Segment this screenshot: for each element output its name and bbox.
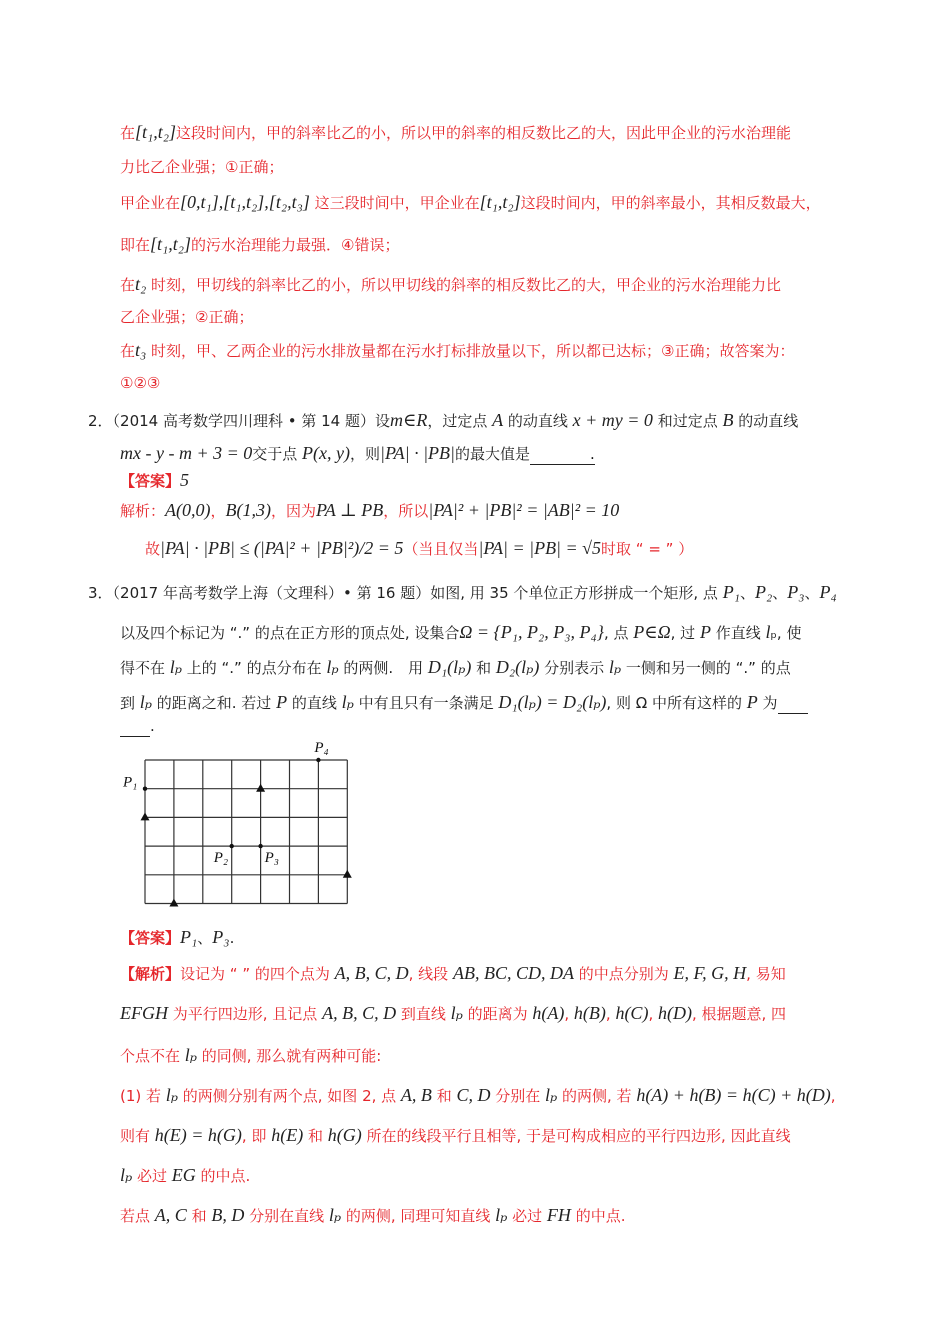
text-segment: ，所以: [383, 502, 429, 520]
text-segment: 的两侧分别有两个点, 如图 2, 点: [178, 1087, 401, 1105]
math-expression: PA ⊥ PB: [316, 500, 384, 520]
text-line: [120, 307, 253, 327]
math-expression: P₄: [819, 582, 837, 602]
point-label: P₁: [123, 774, 138, 791]
math-expression: 5: [180, 470, 190, 490]
text-line: [145, 538, 693, 559]
answer-blank: [120, 716, 150, 737]
math-expression: A, B, C, D: [322, 1003, 397, 1023]
text-line: [120, 963, 786, 984]
text-line: [120, 122, 791, 143]
point-dot: [258, 844, 262, 848]
text-line: [120, 1205, 625, 1226]
text-segment: 、: [739, 584, 755, 602]
math-expression: lₚ: [120, 1165, 133, 1185]
text-segment: 以及四个标记为 “.” 的点在正方形的顶点处, 设集合: [120, 624, 460, 642]
text-segment: 和: [431, 1087, 457, 1105]
math-expression: lₚ: [139, 692, 152, 712]
math-expression: lₚ: [495, 1205, 508, 1225]
text-segment: 所在的线段平行且相等, 于是可构成相应的平行四边形, 因此直线: [361, 1127, 791, 1145]
math-expression: D₁(lₚ): [427, 657, 472, 677]
math-expression: h(D): [657, 1003, 692, 1023]
text-segment: 即在: [120, 236, 151, 254]
text-segment: 必过: [132, 1167, 172, 1185]
text-segment: , 即: [241, 1127, 272, 1145]
math-expression: lₚ: [545, 1085, 558, 1105]
text-segment: 这段时间内，甲的斜率最小，其相反数最大，: [520, 194, 821, 212]
text-segment: 、: [197, 929, 213, 947]
text-segment: 一侧和另一侧的 “.” 的点: [621, 659, 791, 677]
triangle-marker: [141, 812, 150, 820]
math-expression: P: [746, 692, 758, 712]
text-line: [120, 622, 801, 643]
text-segment: 的两侧, 同理可知直线: [341, 1207, 496, 1225]
text-segment: , 点: [603, 624, 634, 642]
math-expression: A(0,0): [165, 500, 211, 520]
text-segment: 的最大值是: [454, 445, 530, 463]
text-line: [120, 657, 791, 678]
math-expression: EFGH: [120, 1003, 168, 1023]
text-line: [120, 1125, 791, 1146]
math-expression: [0,t₁],[t₁,t₂],[t₂,t₃]: [180, 192, 310, 212]
point-label: P₄: [314, 740, 329, 756]
text-line: [120, 443, 595, 465]
answer-blank: [778, 693, 808, 714]
math-expression: P(x, y): [302, 443, 351, 463]
text-segment: 个点不在: [120, 1047, 185, 1065]
math-expression: h(E) = h(G): [154, 1125, 242, 1145]
text-line: [120, 1085, 835, 1106]
math-expression: P: [276, 692, 288, 712]
text-segment: ，因为: [271, 502, 317, 520]
text-line: [88, 582, 837, 603]
text-segment: 必过: [507, 1207, 547, 1225]
math-expression: A, B: [400, 1085, 432, 1105]
text-segment: 的动直线: [503, 412, 573, 430]
text-line: [120, 1045, 381, 1066]
text-line: [120, 716, 155, 737]
text-segment: 分别在: [490, 1087, 546, 1105]
math-expression: lₚ: [608, 657, 622, 677]
math-expression: B, D: [211, 1205, 245, 1225]
text-segment: , 过: [670, 624, 700, 642]
text-segment: 2．（2014 高考数学四川理科 • 第 14 题）设: [88, 412, 390, 430]
math-expression: x + my = 0: [572, 410, 653, 430]
text-segment: , 则 Ω 中所有这样的: [606, 694, 747, 712]
text-segment: 中有且只有一条满足: [353, 694, 499, 712]
text-segment: ,: [605, 1005, 616, 1023]
text-segment: 和过定点: [652, 412, 723, 430]
text-segment: 这段时间内，甲的斜率比乙的小，所以甲的斜率的相反数比乙的大，因此甲企业的污水治理能: [176, 124, 792, 142]
math-expression: lₚ: [165, 1085, 178, 1105]
text-segment: 乙企业强；②正确；: [120, 308, 254, 326]
text-line: [120, 1003, 786, 1024]
point-dot: [143, 787, 147, 791]
text-segment: 上的 “.” 的点分布在: [181, 659, 327, 677]
text-segment: 、: [772, 584, 788, 602]
math-expression: h(E): [271, 1125, 304, 1145]
text-line: [120, 157, 283, 177]
text-segment: 的同侧, 那么就有两种可能:: [196, 1047, 382, 1065]
math-expression: h(C): [615, 1003, 649, 1023]
text-segment: 在: [120, 124, 136, 142]
text-segment: ,: [830, 1087, 836, 1105]
math-expression: |PA|² + |PB|² = |AB|² = 10: [428, 500, 620, 520]
math-expression: l: [765, 622, 771, 642]
text-segment: 得不在: [120, 659, 170, 677]
math-expression: A, C: [154, 1205, 187, 1225]
text-segment: 时刻，甲、乙两企业的污水排放量都在污水打标排放量以下，所以都已达标；③正确；故答案为：: [146, 342, 795, 360]
text-line: [120, 500, 619, 521]
text-segment: 的两侧. 用: [338, 659, 428, 677]
text-segment: 时刻，甲切线的斜率比乙的小，所以甲切线的斜率的相反数比乙的大，甲企业的污水治理能力比: [146, 276, 782, 294]
math-expression: [t₁,t₂]: [135, 122, 177, 142]
text-segment: 在: [120, 276, 136, 294]
point-label: P₃: [264, 850, 279, 867]
section-label: 【答案】: [120, 929, 181, 947]
text-line: [120, 192, 821, 213]
math-expression: mx - y - m + 3 = 0: [120, 443, 253, 463]
math-expression: m∈R: [390, 410, 428, 430]
math-expression: h(B): [573, 1003, 606, 1023]
text-segment: 和: [186, 1207, 212, 1225]
math-expression: P₂: [754, 582, 773, 602]
text-segment: 解析：: [120, 502, 166, 520]
text-line: [120, 692, 808, 714]
text-segment: 的距离之和. 若过: [151, 694, 277, 712]
point-label: P₂: [213, 850, 229, 867]
text-segment: 、: [804, 584, 820, 602]
text-line: [88, 410, 798, 431]
text-segment: （当且仅当: [403, 540, 479, 558]
math-expression: AB, BC, CD, DA: [452, 963, 574, 983]
math-expression: P∈Ω: [633, 622, 671, 642]
text-segment: 在: [120, 342, 136, 360]
text-segment: 的距离为: [462, 1005, 533, 1023]
text-segment: 甲企业在: [120, 194, 181, 212]
math-expression: h(A): [532, 1003, 565, 1023]
text-segment: ①②③: [120, 374, 161, 392]
math-expression: FH: [546, 1205, 571, 1225]
math-expression: lₚ: [328, 1205, 342, 1225]
text-segment: , 易知: [746, 965, 786, 983]
text-line: [120, 470, 189, 491]
section-label: 【答案】: [120, 472, 181, 490]
text-segment: ，则: [350, 445, 381, 463]
text-segment: 3．（2017 年高考数学上海（文理科）• 第 16 题）如图, 用 35 个单位正方形拼成一个矩形, 点: [88, 584, 723, 602]
math-expression: h(G): [327, 1125, 362, 1145]
math-expression: |PA| = |PB| = √5: [478, 538, 602, 558]
math-expression: lₚ: [341, 692, 354, 712]
math-expression: [t₁,t₂]: [150, 234, 192, 254]
triangle-marker: [169, 899, 178, 907]
text-segment: 若点: [120, 1207, 155, 1225]
math-expression: lₚ: [326, 657, 339, 677]
text-segment: 的污水治理能力最强．④错误；: [191, 236, 400, 254]
text-segment: ，: [210, 502, 226, 520]
text-line: [120, 274, 781, 295]
math-expression: P: [699, 622, 711, 642]
math-expression: A: [492, 410, 504, 430]
text-segment: 则有: [120, 1127, 155, 1145]
text-segment: 的直线: [287, 694, 342, 712]
text-segment: ，过定点: [427, 412, 493, 430]
answer-blank: .: [530, 445, 595, 463]
text-segment: 的中点.: [570, 1207, 626, 1225]
text-segment: 到: [120, 694, 140, 712]
math-expression: B: [722, 410, 734, 430]
text-segment: 力比乙企业强；①正确；: [120, 158, 284, 176]
text-segment: 设记为 “ ” 的四个点为: [180, 965, 335, 983]
text-line: [120, 373, 160, 393]
text-line: [120, 340, 795, 361]
triangle-marker: [343, 870, 352, 878]
text-segment: ₚ, 使: [770, 624, 802, 642]
text-line: [120, 234, 400, 255]
text-segment: ,: [648, 1005, 658, 1023]
text-segment: 故: [145, 540, 161, 558]
text-segment: 到直线: [396, 1005, 451, 1023]
triangle-marker: [256, 784, 265, 792]
math-expression: lₚ: [169, 657, 182, 677]
math-expression: P₃: [212, 927, 230, 947]
text-segment: 的中点分别为: [573, 965, 674, 983]
math-expression: lₚ: [184, 1045, 197, 1065]
text-segment: 为: [757, 694, 778, 712]
math-expression: D₁(lₚ) = D₂(lₚ): [498, 692, 607, 712]
math-expression: C, D: [456, 1085, 491, 1105]
point-dot: [230, 844, 234, 848]
math-expression: t₂: [135, 274, 147, 294]
text-segment: , 线段: [408, 965, 453, 983]
text-segment: 分别表示: [539, 659, 609, 677]
text-segment: 的动直线: [733, 412, 799, 430]
math-expression: B(1,3): [225, 500, 271, 520]
text-line: [120, 927, 234, 948]
math-expression: Ω = {P₁, P₂, P₃, P₄}: [459, 622, 604, 642]
math-expression: E, F, G, H: [673, 963, 747, 983]
text-segment: 为平行四边形, 且记点: [168, 1005, 323, 1023]
text-segment: , 根据题意, 四: [691, 1005, 787, 1023]
text-segment: 时取 “ = ” ）: [601, 540, 694, 558]
text-segment: ,: [564, 1005, 574, 1023]
math-expression: EG: [171, 1165, 196, 1185]
text-segment: 交于点: [252, 445, 303, 463]
text-segment: .: [150, 717, 155, 735]
math-expression: t₃: [135, 340, 147, 360]
section-label: 【解析】: [120, 965, 181, 983]
math-expression: P₃: [787, 582, 805, 602]
math-expression: lₚ: [450, 1003, 463, 1023]
math-expression: D₂(lₚ): [495, 657, 540, 677]
math-expression: A, B, C, D: [334, 963, 409, 983]
text-segment: 这三段时间中，甲企业在: [309, 194, 480, 212]
math-expression: |PA| · |PB| ≤ (|PA|² + |PB|²)/2 = 5: [160, 538, 404, 558]
point-dot: [316, 758, 320, 762]
text-segment: 作直线: [710, 624, 766, 642]
text-segment: 的两侧, 若: [557, 1087, 637, 1105]
text-segment: 的中点.: [195, 1167, 251, 1185]
math-expression: [t₁,t₂]: [479, 192, 521, 212]
text-line: [120, 1165, 250, 1186]
grid-figure: [115, 735, 365, 915]
text-segment: 和: [471, 659, 496, 677]
text-segment: 和: [303, 1127, 328, 1145]
text-segment: (1) 若: [120, 1087, 166, 1105]
math-expression: |PA| · |PB|: [380, 443, 455, 463]
text-segment: 分别在直线: [244, 1207, 329, 1225]
math-expression: h(A) + h(B) = h(C) + h(D): [636, 1085, 831, 1105]
math-expression: P₁: [180, 927, 198, 947]
text-segment: .: [229, 929, 235, 947]
math-expression: P₁: [722, 582, 740, 602]
